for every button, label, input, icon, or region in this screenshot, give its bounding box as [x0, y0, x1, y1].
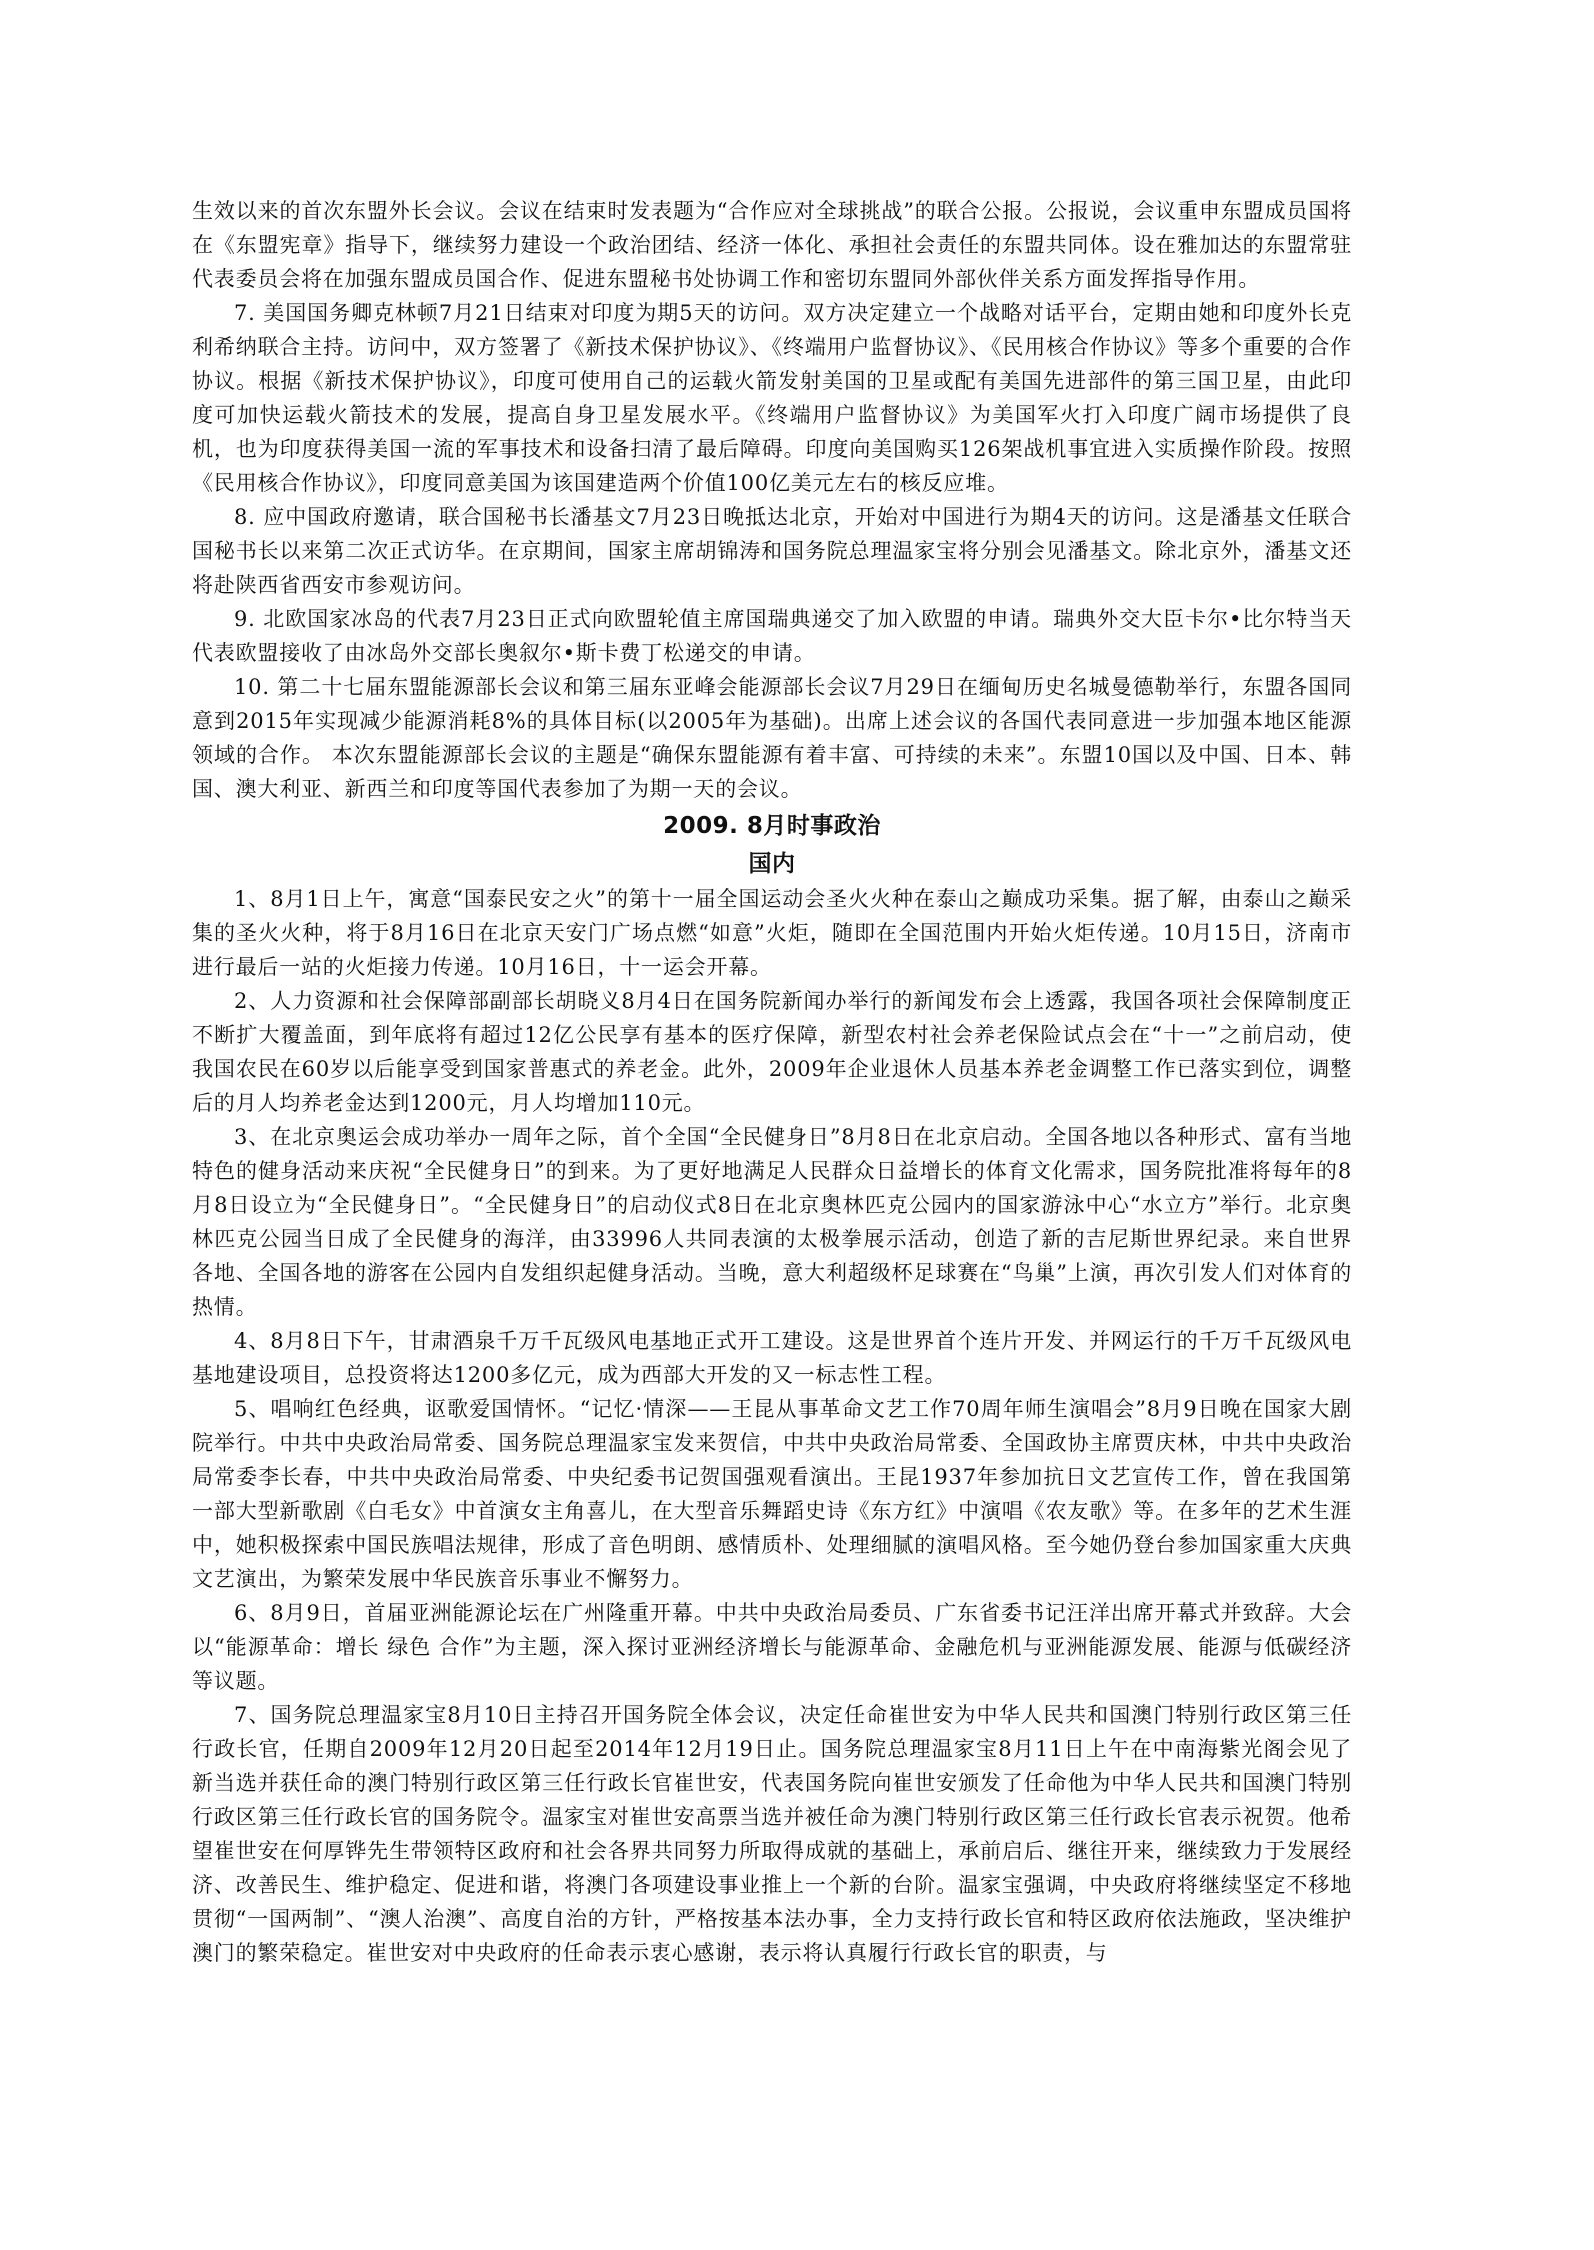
domestic-item-4: 4、8月8日下午，甘肃酒泉千万千瓦级风电基地正式开工建设。这是世界首个连片开发、并网运行的千万千瓦级风电基地建设项目，总投资将达1200多亿元，成为西部大开发的又一标志性工程。: [192, 1329, 1352, 1387]
paragraph-7-clinton-india: 7. 美国国务卿克林顿7月21日结束对印度为期5天的访问。双方决定建立一个战略对话平台，定期由她和印度外长克利希纳联合主持。访问中，双方签署了《新技术保护协议》、《终端用户监督协议》、《民用核合作协议》等多个重要的合作协议。根据《新技术保护协议》，印度可使用自己的运载火箭发射美国的卫星或配有美国先进部件的第三国卫星，由此印度可加快运载火箭技术的发展，提高自身卫星发展水平。《终端用户监督协议》为美国军火打入印度广阔市场提供了良机，也为印度获得美国一流的军事技术和设备扫清了最后障碍。印度向美国购买126架战机事宜进入实质操作阶段。按照《民用核合作协议》，印度同意美国为该国建造两个价值100亿美元左右的核反应堆。: [192, 301, 1352, 495]
domestic-item-2: 2、人力资源和社会保障部副部长胡晓义8月4日在国务院新闻办举行的新闻发布会上透露，我国各项社会保障制度正不断扩大覆盖面，到年底将有超过12亿公民享有基本的医疗保障，新型农村社会养老保险试点会在“十一”之前启动，使我国农民在60岁以后能享受到国家普惠式的养老金。此外，2009年企业退休人员基本养老金调整工作已落实到位，调整后的月人均养老金达到1200元，月人均增加110元。: [192, 989, 1352, 1115]
paragraph-8-ban-ki-moon: 8. 应中国政府邀请，联合国秘书长潘基文7月23日晚抵达北京，开始对中国进行为期4天的访问。这是潘基文任联合国秘书长以来第二次正式访华。在京期间，国家主席胡锦涛和国务院总理温家宝将分别会见潘基文。除北京外，潘基文还将赴陕西省西安市参观访问。: [192, 505, 1352, 597]
section-title: 2009. 8月时事政治: [663, 813, 881, 839]
section-subtitle: 国内: [748, 851, 796, 877]
paragraph-10-asean-energy: 10. 第二十七届东盟能源部长会议和第三届东亚峰会能源部长会议7月29日在缅甸历史名城曼德勒举行，东盟各国同意到2015年实现减少能源消耗8%的具体目标(以2005年为基础)。出席上述会议的各国代表同意进一步加强本地区能源领域的合作。 本次东盟能源部长会议的主题是“确保东盟能源有着丰富、可持续的未来”。东盟10国以及中国、日本、韩国、澳大利亚、新西兰和印度等国代表参加了为期一天的会议。: [192, 675, 1352, 801]
domestic-item-6: 6、8月9日，首届亚洲能源论坛在广州隆重开幕。中共中央政治局委员、广东省委书记汪洋出席开幕式并致辞。大会以“能源革命：增长 绿色 合作”为主题，深入探讨亚洲经济增长与能源革命、金融危机与亚洲能源发展、能源与低碳经济等议题。: [192, 1601, 1352, 1693]
domestic-item-5: 5、唱响红色经典，讴歌爱国情怀。“记忆·情深——王昆从事革命文艺工作70周年师生演唱会”8月9日晚在国家大剧院举行。中共中央政治局常委、国务院总理温家宝发来贺信，中共中央政治局常委、全国政协主席贾庆林，中共中央政治局常委李长春，中共中央政治局常委、中央纪委书记贺国强观看演出。王昆1937年参加抗日文艺宣传工作，曾在我国第一部大型新歌剧《白毛女》中首演女主角喜儿，在大型音乐舞蹈史诗《东方红》中演唱《农友歌》等。在多年的艺术生涯中，她积极探索中国民族唱法规律，形成了音色明朗、感情质朴、处理细腻的演唱风格。至今她仍登台参加国家重大庆典文艺演出，为繁荣发展中华民族音乐事业不懈努力。: [192, 1397, 1352, 1591]
domestic-item-1: 1、8月1日上午，寓意“国泰民安之火”的第十一届全国运动会圣火火种在泰山之巅成功采集。据了解，由泰山之巅采集的圣火火种，将于8月16日在北京天安门广场点燃“如意”火炬，随即在全国范围内开始火炬传递。10月15日，济南市进行最后一站的火炬接力传递。10月16日，十一运会开幕。: [192, 887, 1352, 979]
document-page: [192, 194, 1352, 1970]
domestic-item-7: 7、国务院总理温家宝8月10日主持召开国务院全体会议，决定任命崔世安为中华人民共和国澳门特别行政区第三任行政长官，任期自2009年12月20日起至2014年12月19日止。国务院总理温家宝8月11日上午在中南海紫光阁会见了新当选并获任命的澳门特别行政区第三任行政长官崔世安，代表国务院向崔世安颁发了任命他为中华人民共和国澳门特别行政区第三任行政长官的国务院令。温家宝对崔世安高票当选并被任命为澳门特别行政区第三任行政长官表示祝贺。他希望崔世安在何厚铧先生带领特区政府和社会各界共同努力所取得成就的基础上，承前启后、继往开来，继续致力于发展经济、改善民生、维护稳定、促进和谐，将澳门各项建设事业推上一个新的台阶。温家宝强调，中央政府将继续坚定不移地贯彻“一国两制”、“澳人治澳”、高度自治的方针，严格按基本法办事，全力支持行政长官和特区政府依法施政，坚决维护澳门的繁荣稳定。崔世安对中央政府的任命表示衷心感谢，表示将认真履行行政长官的职责，与: [192, 1703, 1352, 1965]
domestic-item-3: 3、在北京奥运会成功举办一周年之际，首个全国“全民健身日”8月8日在北京启动。全国各地以各种形式、富有当地特色的健身活动来庆祝“全民健身日”的到来。为了更好地满足人民群众日益增长的体育文化需求，国务院批准将每年的8月8日设立为“全民健身日”。“全民健身日”的启动仪式8日在北京奥林匹克公园内的国家游泳中心“水立方”举行。北京奥林匹克公园当日成了全民健身的海洋，由33996人共同表演的太极拳展示活动，创造了新的吉尼斯世界纪录。来自世界各地、全国各地的游客在公园内自发组织起健身活动。当晚，意大利超级杯足球赛在“鸟巢”上演，再次引发人们对体育的热情。: [192, 1125, 1352, 1319]
continuation-paragraph: 生效以来的首次东盟外长会议。会议在结束时发表题为“合作应对全球挑战”的联合公报。公报说，会议重申东盟成员国将在《东盟宪章》指导下，继续努力建设一个政治团结、经济一体化、承担社会责任的东盟共同体。设在雅加达的东盟常驻代表委员会将在加强东盟成员国合作、促进东盟秘书处协调工作和密切东盟同外部伙伴关系方面发挥指导作用。: [192, 199, 1352, 291]
paragraph-9-iceland-eu: 9. 北欧国家冰岛的代表7月23日正式向欧盟轮值主席国瑞典递交了加入欧盟的申请。瑞典外交大臣卡尔•比尔特当天代表欧盟接收了由冰岛外交部长奥叙尔•斯卡费丁松递交的申请。: [192, 607, 1352, 665]
